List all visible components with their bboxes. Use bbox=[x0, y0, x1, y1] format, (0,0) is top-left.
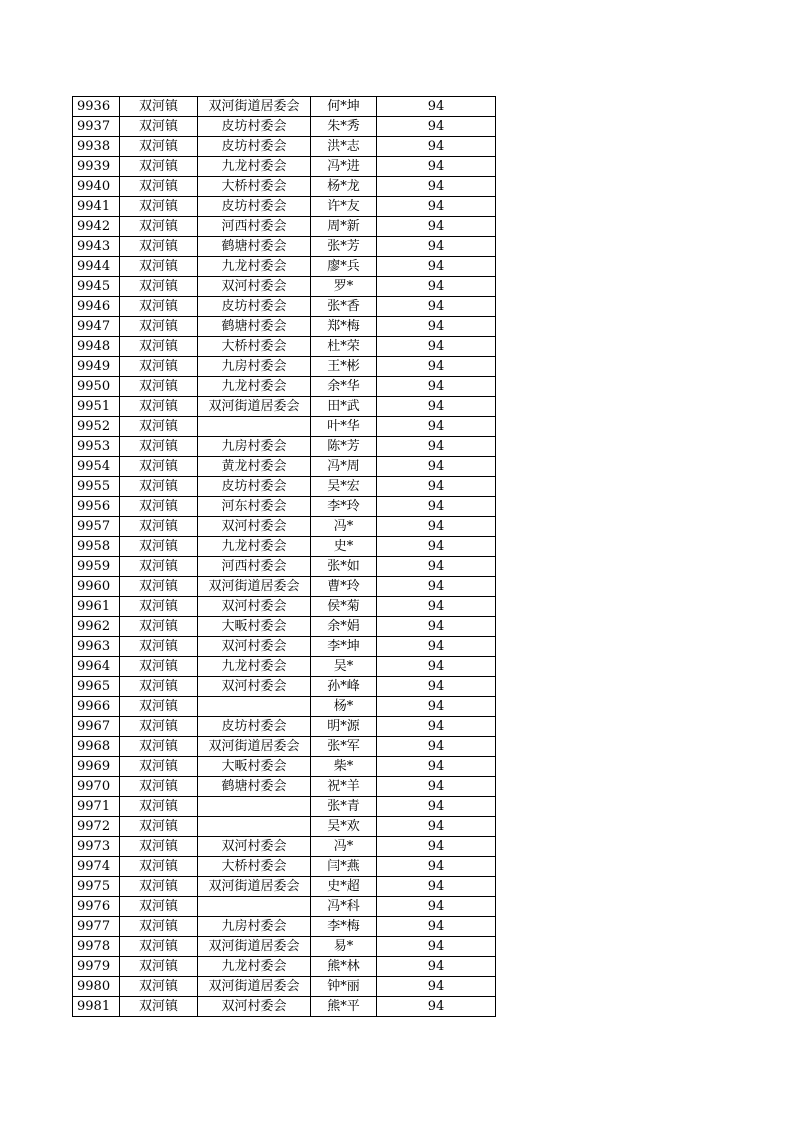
table-row bbox=[73, 477, 496, 497]
table-row bbox=[73, 97, 496, 117]
town-cell: 双河镇 bbox=[120, 417, 198, 437]
score-cell: 94 bbox=[377, 317, 496, 337]
village-cell: 大桥村委会 bbox=[198, 177, 311, 197]
name-cell: 闫*燕 bbox=[311, 857, 377, 877]
table-row bbox=[73, 977, 496, 997]
name-cell: 杨*龙 bbox=[311, 177, 377, 197]
score-cell: 94 bbox=[377, 917, 496, 937]
score-cell: 94 bbox=[377, 737, 496, 757]
town-cell: 双河镇 bbox=[120, 477, 198, 497]
score-cell: 94 bbox=[377, 497, 496, 517]
table-row bbox=[73, 717, 496, 737]
row-number-cell: 9938 bbox=[73, 137, 120, 157]
town-cell: 双河镇 bbox=[120, 457, 198, 477]
name-cell: 张*青 bbox=[311, 797, 377, 817]
town-cell: 双河镇 bbox=[120, 977, 198, 997]
table-row bbox=[73, 177, 496, 197]
row-number-cell: 9977 bbox=[73, 917, 120, 937]
table-row bbox=[73, 417, 496, 437]
village-cell bbox=[198, 897, 311, 917]
table-row bbox=[73, 777, 496, 797]
village-cell bbox=[198, 797, 311, 817]
row-number-cell: 9953 bbox=[73, 437, 120, 457]
village-cell: 大桥村委会 bbox=[198, 857, 311, 877]
row-number-cell: 9939 bbox=[73, 157, 120, 177]
name-cell: 叶*华 bbox=[311, 417, 377, 437]
table-row bbox=[73, 697, 496, 717]
name-cell: 吴*欢 bbox=[311, 817, 377, 837]
table-row bbox=[73, 437, 496, 457]
village-cell: 九龙村委会 bbox=[198, 257, 311, 277]
village-cell: 九龙村委会 bbox=[198, 377, 311, 397]
town-cell: 双河镇 bbox=[120, 377, 198, 397]
score-cell: 94 bbox=[377, 337, 496, 357]
row-number-cell: 9946 bbox=[73, 297, 120, 317]
name-cell: 何*坤 bbox=[311, 97, 377, 117]
score-cell: 94 bbox=[377, 277, 496, 297]
town-cell: 双河镇 bbox=[120, 777, 198, 797]
town-cell: 双河镇 bbox=[120, 297, 198, 317]
score-cell: 94 bbox=[377, 817, 496, 837]
name-cell: 冯* bbox=[311, 837, 377, 857]
table-row bbox=[73, 897, 496, 917]
town-cell: 双河镇 bbox=[120, 597, 198, 617]
table-row bbox=[73, 757, 496, 777]
row-number-cell: 9961 bbox=[73, 597, 120, 617]
town-cell: 双河镇 bbox=[120, 737, 198, 757]
score-cell: 94 bbox=[377, 677, 496, 697]
name-cell: 李*坤 bbox=[311, 637, 377, 657]
table-row bbox=[73, 137, 496, 157]
row-number-cell: 9964 bbox=[73, 657, 120, 677]
village-cell: 双河村委会 bbox=[198, 837, 311, 857]
score-cell: 94 bbox=[377, 997, 496, 1017]
town-cell: 双河镇 bbox=[120, 397, 198, 417]
score-cell: 94 bbox=[377, 657, 496, 677]
town-cell: 双河镇 bbox=[120, 757, 198, 777]
town-cell: 双河镇 bbox=[120, 797, 198, 817]
village-cell: 大畈村委会 bbox=[198, 757, 311, 777]
score-cell: 94 bbox=[377, 537, 496, 557]
score-cell: 94 bbox=[377, 117, 496, 137]
name-cell: 朱*秀 bbox=[311, 117, 377, 137]
table-row bbox=[73, 917, 496, 937]
village-cell: 双河街道居委会 bbox=[198, 877, 311, 897]
name-cell: 柴* bbox=[311, 757, 377, 777]
score-cell: 94 bbox=[377, 97, 496, 117]
score-cell: 94 bbox=[377, 157, 496, 177]
table-row bbox=[73, 557, 496, 577]
village-cell: 双河村委会 bbox=[198, 517, 311, 537]
table-row bbox=[73, 637, 496, 657]
score-cell: 94 bbox=[377, 557, 496, 577]
name-cell: 周*新 bbox=[311, 217, 377, 237]
row-number-cell: 9941 bbox=[73, 197, 120, 217]
town-cell: 双河镇 bbox=[120, 497, 198, 517]
table-row bbox=[73, 217, 496, 237]
row-number-cell: 9963 bbox=[73, 637, 120, 657]
table-row bbox=[73, 577, 496, 597]
table-row bbox=[73, 937, 496, 957]
table-row bbox=[73, 237, 496, 257]
town-cell: 双河镇 bbox=[120, 837, 198, 857]
town-cell: 双河镇 bbox=[120, 997, 198, 1017]
town-cell: 双河镇 bbox=[120, 157, 198, 177]
table-row bbox=[73, 497, 496, 517]
name-cell: 张*芳 bbox=[311, 237, 377, 257]
town-cell: 双河镇 bbox=[120, 937, 198, 957]
table-row bbox=[73, 537, 496, 557]
village-cell: 九龙村委会 bbox=[198, 957, 311, 977]
town-cell: 双河镇 bbox=[120, 917, 198, 937]
score-cell: 94 bbox=[377, 757, 496, 777]
village-cell: 河西村委会 bbox=[198, 557, 311, 577]
town-cell: 双河镇 bbox=[120, 857, 198, 877]
roster-table bbox=[72, 96, 496, 1017]
town-cell: 双河镇 bbox=[120, 877, 198, 897]
name-cell: 余*娟 bbox=[311, 617, 377, 637]
score-cell: 94 bbox=[377, 697, 496, 717]
table-row bbox=[73, 457, 496, 477]
score-cell: 94 bbox=[377, 197, 496, 217]
table-row bbox=[73, 737, 496, 757]
row-number-cell: 9944 bbox=[73, 257, 120, 277]
town-cell: 双河镇 bbox=[120, 317, 198, 337]
village-cell: 九龙村委会 bbox=[198, 657, 311, 677]
table-row bbox=[73, 277, 496, 297]
table-row bbox=[73, 117, 496, 137]
name-cell: 罗* bbox=[311, 277, 377, 297]
score-cell: 94 bbox=[377, 597, 496, 617]
name-cell: 冯*科 bbox=[311, 897, 377, 917]
table-row bbox=[73, 337, 496, 357]
table-row bbox=[73, 357, 496, 377]
name-cell: 曹*玲 bbox=[311, 577, 377, 597]
town-cell: 双河镇 bbox=[120, 637, 198, 657]
name-cell: 张*香 bbox=[311, 297, 377, 317]
score-cell: 94 bbox=[377, 397, 496, 417]
town-cell: 双河镇 bbox=[120, 617, 198, 637]
table-row bbox=[73, 877, 496, 897]
town-cell: 双河镇 bbox=[120, 97, 198, 117]
village-cell: 黄龙村委会 bbox=[198, 457, 311, 477]
table-row bbox=[73, 837, 496, 857]
score-cell: 94 bbox=[377, 937, 496, 957]
village-cell: 双河街道居委会 bbox=[198, 937, 311, 957]
score-cell: 94 bbox=[377, 457, 496, 477]
town-cell: 双河镇 bbox=[120, 677, 198, 697]
row-number-cell: 9949 bbox=[73, 357, 120, 377]
score-cell: 94 bbox=[377, 977, 496, 997]
name-cell: 侯*菊 bbox=[311, 597, 377, 617]
name-cell: 王*彬 bbox=[311, 357, 377, 377]
table-row bbox=[73, 817, 496, 837]
score-cell: 94 bbox=[377, 777, 496, 797]
row-number-cell: 9951 bbox=[73, 397, 120, 417]
score-cell: 94 bbox=[377, 957, 496, 977]
village-cell: 双河街道居委会 bbox=[198, 577, 311, 597]
row-number-cell: 9940 bbox=[73, 177, 120, 197]
village-cell: 九房村委会 bbox=[198, 357, 311, 377]
table-row bbox=[73, 317, 496, 337]
row-number-cell: 9966 bbox=[73, 697, 120, 717]
town-cell: 双河镇 bbox=[120, 577, 198, 597]
row-number-cell: 9936 bbox=[73, 97, 120, 117]
name-cell: 李*玲 bbox=[311, 497, 377, 517]
name-cell: 冯*周 bbox=[311, 457, 377, 477]
name-cell: 熊*平 bbox=[311, 997, 377, 1017]
name-cell: 冯*进 bbox=[311, 157, 377, 177]
table-row bbox=[73, 257, 496, 277]
row-number-cell: 9962 bbox=[73, 617, 120, 637]
score-cell: 94 bbox=[377, 417, 496, 437]
table-row bbox=[73, 997, 496, 1017]
row-number-cell: 9954 bbox=[73, 457, 120, 477]
row-number-cell: 9937 bbox=[73, 117, 120, 137]
town-cell: 双河镇 bbox=[120, 557, 198, 577]
village-cell: 双河街道居委会 bbox=[198, 977, 311, 997]
row-number-cell: 9981 bbox=[73, 997, 120, 1017]
table-row bbox=[73, 857, 496, 877]
village-cell: 皮坊村委会 bbox=[198, 477, 311, 497]
score-cell: 94 bbox=[377, 257, 496, 277]
table-row bbox=[73, 197, 496, 217]
score-cell: 94 bbox=[377, 517, 496, 537]
row-number-cell: 9943 bbox=[73, 237, 120, 257]
row-number-cell: 9969 bbox=[73, 757, 120, 777]
table-row bbox=[73, 657, 496, 677]
row-number-cell: 9973 bbox=[73, 837, 120, 857]
row-number-cell: 9975 bbox=[73, 877, 120, 897]
name-cell: 杜*荣 bbox=[311, 337, 377, 357]
town-cell: 双河镇 bbox=[120, 137, 198, 157]
score-cell: 94 bbox=[377, 477, 496, 497]
name-cell: 史* bbox=[311, 537, 377, 557]
row-number-cell: 9965 bbox=[73, 677, 120, 697]
name-cell: 史*超 bbox=[311, 877, 377, 897]
town-cell: 双河镇 bbox=[120, 237, 198, 257]
name-cell: 冯* bbox=[311, 517, 377, 537]
village-cell: 大畈村委会 bbox=[198, 617, 311, 637]
table-row bbox=[73, 957, 496, 977]
town-cell: 双河镇 bbox=[120, 517, 198, 537]
name-cell: 洪*志 bbox=[311, 137, 377, 157]
village-cell bbox=[198, 417, 311, 437]
village-cell: 双河街道居委会 bbox=[198, 397, 311, 417]
score-cell: 94 bbox=[377, 137, 496, 157]
row-number-cell: 9976 bbox=[73, 897, 120, 917]
score-cell: 94 bbox=[377, 837, 496, 857]
table-row bbox=[73, 617, 496, 637]
name-cell: 祝*羊 bbox=[311, 777, 377, 797]
town-cell: 双河镇 bbox=[120, 817, 198, 837]
name-cell: 张*如 bbox=[311, 557, 377, 577]
score-cell: 94 bbox=[377, 217, 496, 237]
row-number-cell: 9960 bbox=[73, 577, 120, 597]
town-cell: 双河镇 bbox=[120, 717, 198, 737]
row-number-cell: 9971 bbox=[73, 797, 120, 817]
row-number-cell: 9950 bbox=[73, 377, 120, 397]
score-cell: 94 bbox=[377, 297, 496, 317]
village-cell: 双河街道居委会 bbox=[198, 737, 311, 757]
village-cell: 双河村委会 bbox=[198, 637, 311, 657]
row-number-cell: 9970 bbox=[73, 777, 120, 797]
row-number-cell: 9942 bbox=[73, 217, 120, 237]
row-number-cell: 9958 bbox=[73, 537, 120, 557]
score-cell: 94 bbox=[377, 877, 496, 897]
roster-table-body bbox=[73, 97, 496, 1017]
village-cell: 双河村委会 bbox=[198, 997, 311, 1017]
town-cell: 双河镇 bbox=[120, 437, 198, 457]
village-cell: 九房村委会 bbox=[198, 917, 311, 937]
town-cell: 双河镇 bbox=[120, 197, 198, 217]
village-cell: 皮坊村委会 bbox=[198, 137, 311, 157]
row-number-cell: 9948 bbox=[73, 337, 120, 357]
town-cell: 双河镇 bbox=[120, 177, 198, 197]
name-cell: 张*军 bbox=[311, 737, 377, 757]
name-cell: 余*华 bbox=[311, 377, 377, 397]
village-cell: 皮坊村委会 bbox=[198, 117, 311, 137]
village-cell: 九房村委会 bbox=[198, 437, 311, 457]
village-cell: 鹤塘村委会 bbox=[198, 317, 311, 337]
row-number-cell: 9978 bbox=[73, 937, 120, 957]
town-cell: 双河镇 bbox=[120, 697, 198, 717]
village-cell: 大桥村委会 bbox=[198, 337, 311, 357]
village-cell: 河东村委会 bbox=[198, 497, 311, 517]
name-cell: 明*源 bbox=[311, 717, 377, 737]
score-cell: 94 bbox=[377, 717, 496, 737]
name-cell: 钟*丽 bbox=[311, 977, 377, 997]
town-cell: 双河镇 bbox=[120, 357, 198, 377]
table-row bbox=[73, 597, 496, 617]
town-cell: 双河镇 bbox=[120, 337, 198, 357]
village-cell bbox=[198, 697, 311, 717]
name-cell: 孙*峰 bbox=[311, 677, 377, 697]
row-number-cell: 9980 bbox=[73, 977, 120, 997]
name-cell: 吴* bbox=[311, 657, 377, 677]
village-cell: 双河街道居委会 bbox=[198, 97, 311, 117]
row-number-cell: 9972 bbox=[73, 817, 120, 837]
village-cell: 皮坊村委会 bbox=[198, 297, 311, 317]
table-row bbox=[73, 377, 496, 397]
table-row bbox=[73, 677, 496, 697]
score-cell: 94 bbox=[377, 617, 496, 637]
town-cell: 双河镇 bbox=[120, 897, 198, 917]
table-row bbox=[73, 797, 496, 817]
name-cell: 杨* bbox=[311, 697, 377, 717]
name-cell: 田*武 bbox=[311, 397, 377, 417]
name-cell: 陈*芳 bbox=[311, 437, 377, 457]
village-cell: 双河村委会 bbox=[198, 597, 311, 617]
score-cell: 94 bbox=[377, 177, 496, 197]
village-cell: 皮坊村委会 bbox=[198, 717, 311, 737]
row-number-cell: 9956 bbox=[73, 497, 120, 517]
village-cell: 九龙村委会 bbox=[198, 537, 311, 557]
row-number-cell: 9979 bbox=[73, 957, 120, 977]
town-cell: 双河镇 bbox=[120, 257, 198, 277]
score-cell: 94 bbox=[377, 357, 496, 377]
name-cell: 廖*兵 bbox=[311, 257, 377, 277]
row-number-cell: 9959 bbox=[73, 557, 120, 577]
name-cell: 李*梅 bbox=[311, 917, 377, 937]
row-number-cell: 9967 bbox=[73, 717, 120, 737]
village-cell: 双河村委会 bbox=[198, 677, 311, 697]
name-cell: 许*友 bbox=[311, 197, 377, 217]
village-cell: 鹤塘村委会 bbox=[198, 237, 311, 257]
row-number-cell: 9947 bbox=[73, 317, 120, 337]
town-cell: 双河镇 bbox=[120, 657, 198, 677]
row-number-cell: 9952 bbox=[73, 417, 120, 437]
score-cell: 94 bbox=[377, 237, 496, 257]
town-cell: 双河镇 bbox=[120, 277, 198, 297]
score-cell: 94 bbox=[377, 797, 496, 817]
name-cell: 郑*梅 bbox=[311, 317, 377, 337]
table-row bbox=[73, 397, 496, 417]
score-cell: 94 bbox=[377, 437, 496, 457]
score-cell: 94 bbox=[377, 577, 496, 597]
row-number-cell: 9955 bbox=[73, 477, 120, 497]
row-number-cell: 9968 bbox=[73, 737, 120, 757]
score-cell: 94 bbox=[377, 897, 496, 917]
town-cell: 双河镇 bbox=[120, 537, 198, 557]
score-cell: 94 bbox=[377, 637, 496, 657]
town-cell: 双河镇 bbox=[120, 957, 198, 977]
table-row bbox=[73, 517, 496, 537]
name-cell: 易* bbox=[311, 937, 377, 957]
name-cell: 熊*林 bbox=[311, 957, 377, 977]
village-cell bbox=[198, 817, 311, 837]
score-cell: 94 bbox=[377, 857, 496, 877]
village-cell: 皮坊村委会 bbox=[198, 197, 311, 217]
table-row bbox=[73, 297, 496, 317]
table-row bbox=[73, 157, 496, 177]
village-cell: 河西村委会 bbox=[198, 217, 311, 237]
row-number-cell: 9974 bbox=[73, 857, 120, 877]
row-number-cell: 9957 bbox=[73, 517, 120, 537]
score-cell: 94 bbox=[377, 377, 496, 397]
town-cell: 双河镇 bbox=[120, 117, 198, 137]
village-cell: 鹤塘村委会 bbox=[198, 777, 311, 797]
row-number-cell: 9945 bbox=[73, 277, 120, 297]
town-cell: 双河镇 bbox=[120, 217, 198, 237]
village-cell: 双河村委会 bbox=[198, 277, 311, 297]
name-cell: 吴*宏 bbox=[311, 477, 377, 497]
village-cell: 九龙村委会 bbox=[198, 157, 311, 177]
